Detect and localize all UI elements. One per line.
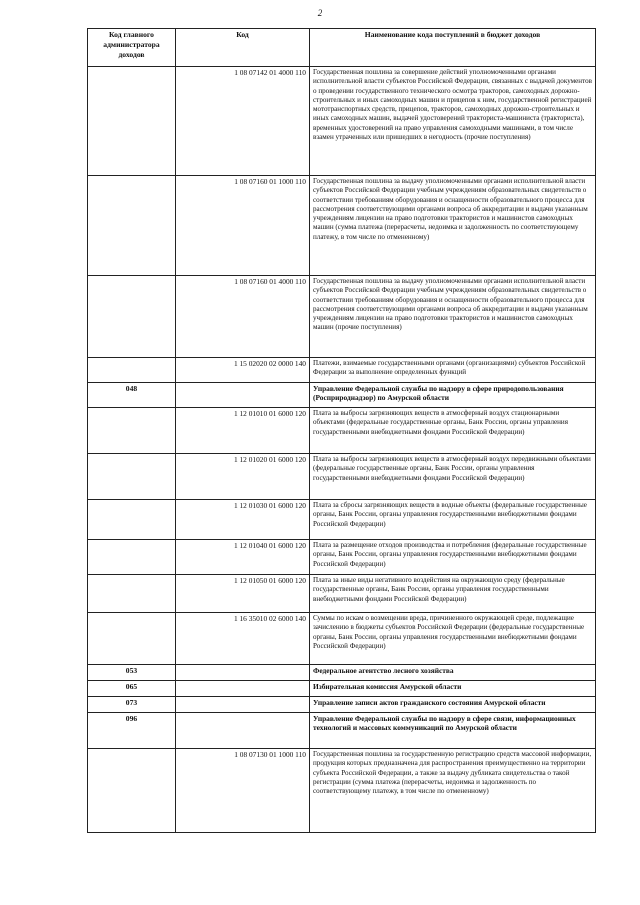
header-name: Наименование кода поступлений в бюджет доходов [310,29,596,67]
revenue-name-cell: Управление записи актов гражданского состояния Амурской области [310,697,596,713]
revenue-code-cell: 1 15 02020 02 0000 140 [176,358,310,383]
admin-code-cell [88,176,176,276]
admin-code-cell [88,575,176,613]
page-number: 2 [317,8,323,18]
table-row [88,749,596,833]
revenue-code-cell: 1 12 01050 01 6000 120 [176,575,310,613]
budget-revenue-table [87,28,596,833]
table-row [88,67,596,176]
table-row [88,665,596,681]
revenue-code-cell: 1 12 01020 01 6000 120 [176,454,310,500]
revenue-name-cell: Плата за выбросы загрязняющих веществ в атмосферный воздух передвижными объектами (федеральные государственные органы, Банк России, органы управления государственными внебюджетными фондами Российской Федерации) [310,454,596,500]
table-body [88,67,596,833]
revenue-code-cell [176,713,310,749]
admin-code-cell: 053 [88,665,176,681]
table-row [88,697,596,713]
revenue-name-cell: Федеральное агентство лесного хозяйства [310,665,596,681]
revenue-name-cell: Государственная пошлина за выдачу уполномоченными органами исполнительной власти субъектов Российской Федерации учебным учреждениям образовательных свидетельств о соответствии требованиям оборудования и оснащенности образовательного процесса для рассмотрения соответствующими органами вопроса об аккредитации и выдачи указанным учреждениям лицензии на право подготовки трактористов и машинистов самоходных машин (сумма платежа (перерасчеты, недоимка и задолженность по соответствующему платежу, в том числе по отмененному) [310,176,596,276]
table-row [88,383,596,408]
table-row [88,454,596,500]
admin-code-cell [88,67,176,176]
table-header-row [88,29,596,67]
revenue-name-cell: Плата за иные виды негативного воздействия на окружающую среду (федеральные государственные органы, Банк России, органы управления государственными внебюджетными фондами Российской Федерации) [310,575,596,613]
revenue-code-cell [176,681,310,697]
table-row [88,276,596,358]
revenue-code-cell: 1 08 07130 01 1000 110 [176,749,310,833]
admin-code-cell: 048 [88,383,176,408]
table-row [88,500,596,540]
revenue-code-cell [176,665,310,681]
revenue-code-cell: 1 08 07160 01 1000 110 [176,176,310,276]
revenue-name-cell: Платежи, взимаемые государственными органами (организациями) субъектов Российской Федерации за выполнение определенных функций [310,358,596,383]
revenue-name-cell: Избирательная комиссия Амурской области [310,681,596,697]
table-row [88,713,596,749]
revenue-name-cell: Государственная пошлина за государственную регистрацию средств массовой информации, продукция которых предназначена для распространения преимущественно на территории субъекта Российской Федерации, а также за выдачу дубликата свидетельства о такой регистрации (сумма платежа (перерасчеты, недоимка и задолженность по соответствующему платежу, в том числе по отмененному) [310,749,596,833]
revenue-name-cell: Суммы по искам о возмещении вреда, причиненного окружающей среде, подлежащие зачислению в бюджеты субъектов Российской Федерации (федеральные государственные органы, Банк России, органы управления государственными внебюджетными фондами Российской Федерации) [310,613,596,665]
table-row [88,358,596,383]
header-admin-code: Код главного администратора доходов [88,29,176,67]
table-row [88,575,596,613]
revenue-name-cell: Плата за сбросы загрязняющих веществ в водные объекты (федеральные государственные органы, Банк России, органы управления государственными внебюджетными фондами Российской Федерации) [310,500,596,540]
revenue-code-cell: 1 08 07160 01 4000 110 [176,276,310,358]
revenue-name-cell: Плата за выбросы загрязняющих веществ в атмосферный воздух стационарными объектами (федеральные государственные органы, Банк России, органы управления государственными внебюджетными фондами Российской Федерации) [310,408,596,454]
table-row [88,540,596,575]
admin-code-cell [88,276,176,358]
admin-code-cell [88,500,176,540]
revenue-code-cell: 1 08 07142 01 4000 110 [176,67,310,176]
admin-code-cell: 096 [88,713,176,749]
admin-code-cell: 073 [88,697,176,713]
table-row [88,613,596,665]
revenue-name-cell: Государственная пошлина за совершение действий уполномоченными органами исполнительной власти субъектов Российской Федерации, связанных с выдачей документов о проведении государственного технического осмотра тракторов, самоходных дорожно-строительных и иных самоходных машин и прицепов к ним, государственной регистрацией мототранспортных средств, прицепов, тракторов, самоходных дорожно-строительных и иных самоходных машин, выдачей удостоверений тракториста-машиниста (тракториста), временных удостоверений на право управления самоходными машинами, в том числе взамен утраченных или пришедших в негодность (прочие поступления) [310,67,596,176]
revenue-name-cell: Управление Федеральной службы по надзору в сфере связи, информационных технологий и массовых коммуникаций по Амурской области [310,713,596,749]
table-row [88,408,596,454]
admin-code-cell [88,454,176,500]
revenue-code-cell: 1 12 01030 01 6000 120 [176,500,310,540]
admin-code-cell [88,613,176,665]
admin-code-cell [88,540,176,575]
revenue-code-cell [176,697,310,713]
revenue-name-cell: Плата за размещение отходов производства и потребления (федеральные государственные органы, Банк России, органы управления государственными внебюджетными фондами Российской Федерации) [310,540,596,575]
header-code: Код [176,29,310,67]
admin-code-cell [88,408,176,454]
table-row [88,176,596,276]
revenue-code-cell [176,383,310,408]
revenue-code-cell: 1 16 35010 02 6000 140 [176,613,310,665]
admin-code-cell [88,749,176,833]
revenue-code-cell: 1 12 01040 01 6000 120 [176,540,310,575]
revenue-name-cell: Управление Федеральной службы по надзору в сфере природопользования (Росприроднадзор) по Амурской области [310,383,596,408]
revenue-name-cell: Государственная пошлина за выдачу уполномоченными органами исполнительной власти субъектов Российской Федерации учебным учреждениям образовательных свидетельств о соответствии требованиям оборудования и оснащенности образовательного процесса для рассмотрения соответствующими органами вопроса об аккредитации и выдачи указанным учреждениям лицензии на право подготовки трактористов и машинистов самоходных машин (прочие поступления) [310,276,596,358]
table-row [88,681,596,697]
admin-code-cell [88,358,176,383]
revenue-code-cell: 1 12 01010 01 6000 120 [176,408,310,454]
admin-code-cell: 065 [88,681,176,697]
